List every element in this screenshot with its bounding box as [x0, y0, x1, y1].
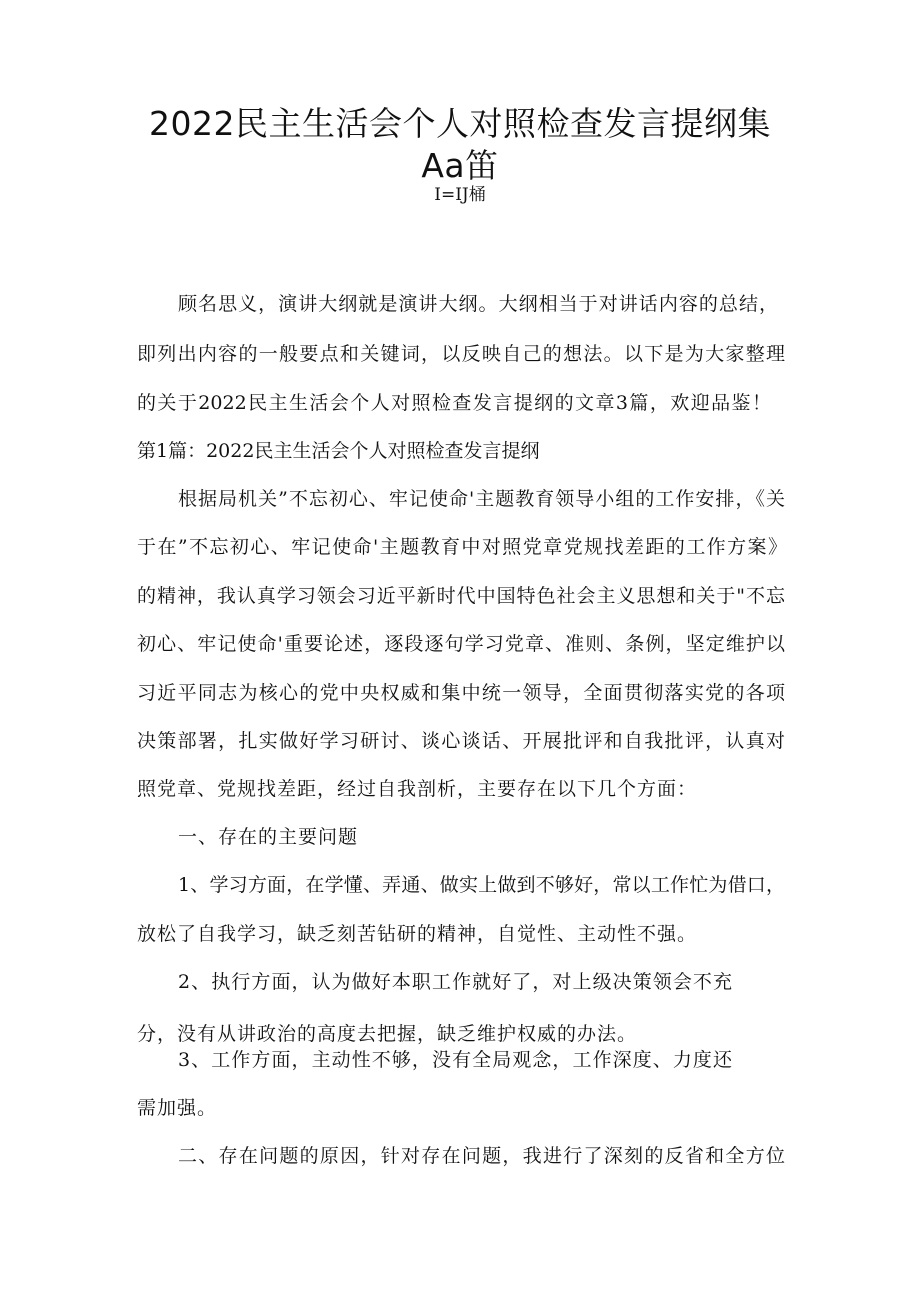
- item-3-line-2: 需加强。: [137, 1097, 218, 1119]
- section-heading-1: 第1篇：2022民主生活会个人对照检查发言提纲: [137, 440, 540, 462]
- body-line-4: 初心、牢记使命'重要论述，逐段逐句学习党章、准则、条例，坚定维护以: [137, 633, 785, 655]
- document-title-line1: 2022民主生活会个人对照检查发言提纲集: [149, 104, 771, 143]
- body-line-6: 决策部署，扎实做好学习研讨、谈心谈话、开展批评和自我批评，认真对: [137, 730, 785, 752]
- section-heading-2: 一、存在的主要问题: [178, 826, 359, 848]
- intro-line-2: 即列出内容的一般要点和关键词，以反映自己的想法。以下是为大家整理: [137, 343, 785, 365]
- body-line-3: 的精神，我认真学习领会习近平新时代中国特色社会主义思想和关于"不忘: [137, 585, 785, 607]
- body-line-1: 根据局机关”不忘初心、牢记使命'主题教育领导小组的工作安排，《关: [178, 488, 785, 510]
- item-1-line-2: 放松了自我学习，缺乏刻苦钻研的精神，自觉性、主动性不强。: [137, 923, 698, 945]
- section-3-line-1: 二、存在问题的原因，针对存在问题，我进行了深刻的反省和全方位: [178, 1145, 785, 1167]
- intro-line-1: 顾名思义，演讲大纲就是演讲大纲。大纲相当于对讲话内容的总结，: [178, 293, 778, 315]
- item-1-line-1: 1、学习方面，在学懂、弄通、做实上做到不够好，常以工作忙为借口，: [178, 874, 785, 896]
- item-2-line-2: 分，没有从讲政治的高度去把握，缺乏维护权威的办法。: [137, 1023, 638, 1045]
- body-line-5: 习近平同志为核心的党中央权威和集中统一领导，全面贯彻落实党的各项: [137, 682, 785, 704]
- body-line-2: 于在”不忘初心、牢记使命'主题教育中对照党章党规找差距的工作方案》: [137, 536, 787, 558]
- item-2-line-1: 2、执行方面，认为做好本职工作就好了，对上级决策领会不充: [178, 971, 732, 993]
- intro-line-3: 的关于2022民主生活会个人对照检查发言提纲的文章3篇，欢迎品鉴！: [137, 392, 771, 414]
- item-3-line-1: 3、工作方面，主动性不够，没有全局观念，工作深度、力度还: [178, 1049, 732, 1071]
- document-subtitle: I=IJ桶: [434, 185, 486, 205]
- document-title-line2: Aa笛: [421, 146, 499, 185]
- body-line-7: 照党章、党规找差距，经过自我剖析，主要存在以下几个方面：: [137, 778, 698, 800]
